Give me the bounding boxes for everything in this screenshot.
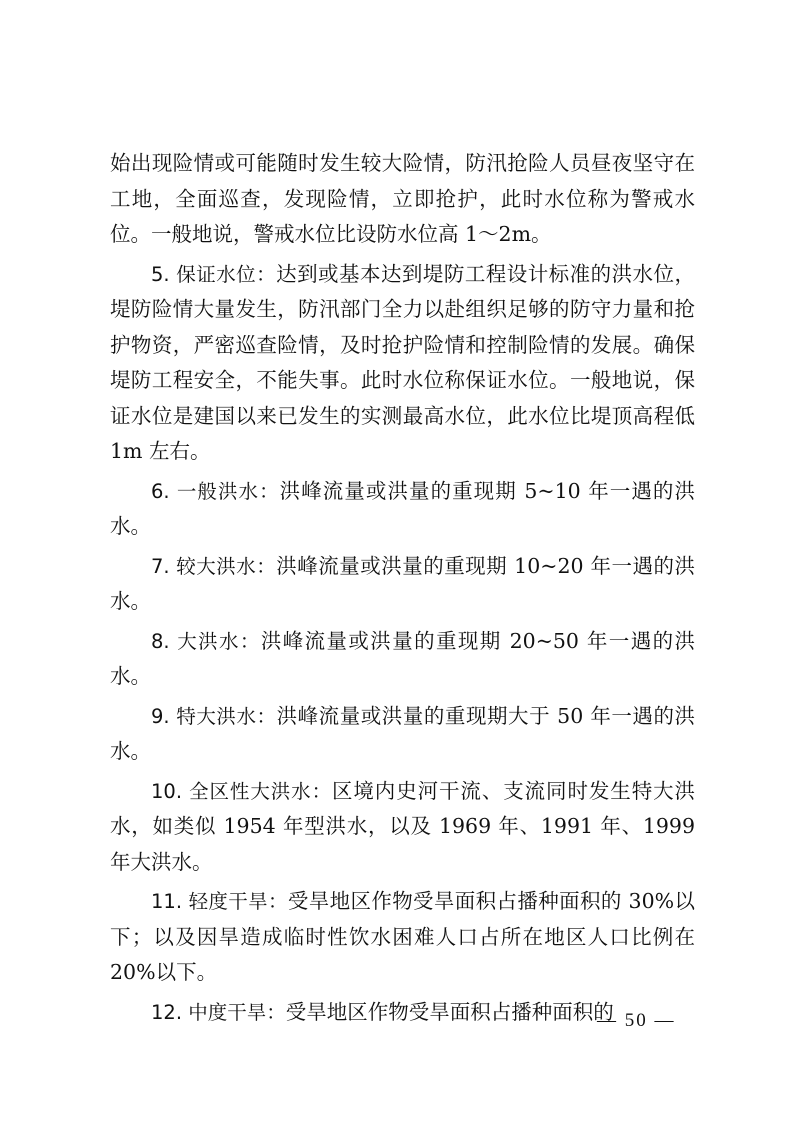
paragraph-extreme-flood bbox=[110, 699, 695, 770]
paragraph-warning-level-continued bbox=[110, 146, 695, 253]
term-label: 9. 特大洪水： bbox=[151, 704, 277, 728]
paragraph-text: 洪峰流量或洪量的重现期 20~50 年一遇的洪水。 bbox=[110, 628, 695, 688]
term-label: 6. 一般洪水： bbox=[151, 479, 280, 503]
term-label: 10. 全区性大洪水： bbox=[151, 779, 332, 803]
term-label: 8. 大洪水： bbox=[151, 629, 261, 653]
paragraph-text: 区境内史河干流、支流同时发生特大洪水，如类似 1954 年型洪水，以及 1969 年、1991 年、1999 年大洪水。 bbox=[110, 778, 696, 874]
paragraph-text: 受旱地区作物受旱面积占播种面积的 bbox=[285, 999, 614, 1024]
document-body bbox=[110, 146, 695, 1030]
paragraph-major-flood bbox=[110, 624, 695, 695]
paragraph-region-wide-flood bbox=[110, 774, 695, 881]
paragraph-larger-flood bbox=[110, 549, 695, 620]
page-number: — 50 — bbox=[597, 1010, 676, 1031]
paragraph-ordinary-flood bbox=[110, 474, 695, 545]
term-label: 5. 保证水位： bbox=[151, 262, 277, 286]
paragraph-text: 洪峰流量或洪量的重现期 10~20 年一遇的洪水。 bbox=[110, 553, 695, 613]
paragraph-text: 达到或基本达到堤防工程设计标准的洪水位，堤防险情大量发生，防汛部门全力以赴组织足够的防守力量和抢护物资，严密巡查险情，及时抢护险情和控制险情的发展。确保堤防工程安全，不能失事。此时水位称保证水位。一般地说，保证水位是建国以来已发生的实测最高水位，此水位比堤顶高程低 1m 左右。 bbox=[110, 261, 695, 463]
term-label: 11. 轻度干旱： bbox=[151, 890, 288, 913]
paragraph-text: 洪峰流量或洪量的重现期大于 50 年一遇的洪水。 bbox=[110, 703, 695, 763]
paragraph-text: 受旱地区作物受旱面积占播种面积的 30%以下；以及因旱造成临时性饮水困难人口占所在地区人口比例在 20%以下。 bbox=[110, 889, 695, 984]
paragraph-text: 始出现险情或可能随时发生较大险情，防汛抢险人员昼夜坚守在工地，全面巡查，发现险情，立即抢护，此时水位称为警戒水位。一般地说，警戒水位比设防水位高 1～2m。 bbox=[110, 151, 695, 246]
term-label: 7. 较大洪水： bbox=[151, 554, 277, 578]
paragraph-guaranteed-water-level bbox=[110, 257, 695, 470]
term-label: 12. 中度干旱： bbox=[151, 1000, 286, 1024]
paragraph-text: 洪峰流量或洪量的重现期 5~10 年一遇的洪水。 bbox=[110, 478, 695, 538]
paragraph-mild-drought bbox=[110, 884, 695, 991]
